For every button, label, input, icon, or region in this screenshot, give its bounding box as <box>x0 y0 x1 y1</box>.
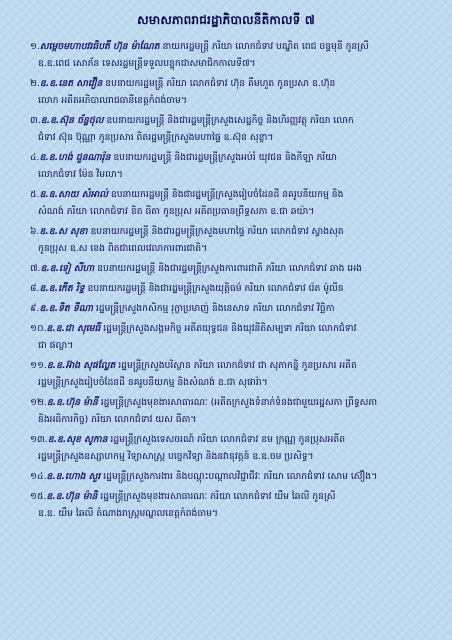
list-item-line <box>30 394 436 411</box>
list-item-number: ៤. <box>30 152 40 163</box>
minister-role: ឧបនាយករដ្ឋមន្ត្រី និងជារដ្ឋមន្ត្រីក្រសួងរៀបចំដែនដី នគរូបនីយកម្ម និង <box>110 189 344 200</box>
minister-name: ឧ.ឧ.អ៊ាង សុផល្លែត <box>46 360 116 371</box>
minister-details: ជំទាវ ស៊ុន ប៊ុណ្ណា កូនប្រសារ ពិតរដ្ឋមន្ត្រីក្រសួងមហាផ្ទៃ ឧ.ស៊ុន សុខ្ខា។ <box>38 132 274 143</box>
minister-name: ឧ.ឧ.ទៀ សីហា <box>40 263 95 274</box>
list-item-line <box>30 112 436 129</box>
cabinet-list <box>30 38 436 525</box>
list-item <box>30 38 436 72</box>
list-item <box>30 431 436 465</box>
minister-details: លោកជំទាវ ម៉ែន វិមលា។ <box>38 169 123 180</box>
minister-details: ជា ផល្លា។ <box>38 340 74 351</box>
list-item-number: ១៤. <box>30 471 47 482</box>
minister-details: រដ្ឋមន្ត្រីក្រសួងឧស្សាហកម្ម វិទ្យាសាស្ត្រ បច្ចេកវិទ្យា និងនវានុវត្តន៍ ឧ.ឧ.ចម ប្រសិទ្ធ។ <box>38 451 314 462</box>
minister-name: ឧ.ឧ.ហ៊ុន ម៉ានិ <box>46 491 98 502</box>
list-item-line <box>30 431 436 448</box>
minister-details: កូនប្រុស ឧ.ស ខេង ពិតជាពេលវេលាការពារជាតិ។ <box>38 243 208 254</box>
minister-name: ឧ.ឧ.ទិត ទីណា <box>39 303 93 314</box>
minister-name: ឧ.ឧ.សាយ សំអាល់ <box>39 189 108 200</box>
minister-role: រដ្ឋមន្ត្រីក្រសួងបរិស្ថាន ភរិយា លោកជំទាវ ជា សុភាកន្និ កូនប្រសារ អតីត <box>118 360 357 371</box>
list-item-number: ១០. <box>30 323 47 334</box>
list-item-number: ៥. <box>30 189 40 200</box>
minister-role: រដ្ឋមន្ត្រីក្រសួងការងារ និងបណ្តុះបណ្តាលវិជ្ជាជីវៈ ភរិយា លោកជំទាវ សោម ស៊ឿង។ <box>103 471 378 482</box>
list-item-number: ២. <box>30 78 40 89</box>
minister-role: រដ្ឋមន្ត្រីក្រសួងមុខងារសាធារណៈ ភរិយា លោកជំទាវ យឹម ឆៃលី កូនស្រី <box>100 491 336 502</box>
list-item <box>30 112 436 146</box>
minister-details: សំណង់ ភរិយា លោកជំទាវ ខិត ធីតា កូនប្រុស អតីតប្រធានព្រឹទ្ធសភា ឧ.ជា ឆយ៉ា។ <box>38 206 315 217</box>
minister-name: សម្តេចមហាបវរធិបតី ហ៊ុន ម៉ាណែត <box>39 41 160 52</box>
list-item-number: ៦. <box>30 226 40 237</box>
list-item <box>30 260 436 277</box>
list-item-line <box>30 468 436 485</box>
list-item-number: ១១. <box>30 360 47 371</box>
minister-name: ឧ.ឧ.ស សុខា <box>39 226 88 237</box>
list-item <box>30 468 436 485</box>
list-item <box>30 186 436 220</box>
list-item-line <box>30 300 436 317</box>
minister-role: នាយករដ្ឋមន្ត្រី ភរិយា លោកជំទាវ បណ្ឌិត ពេជ ចន្ទមុនី កូនស្រី <box>162 41 369 52</box>
minister-name: ឧ.ឧ.ស៊ុន ច័ន្ទថុល <box>40 115 104 126</box>
list-item <box>30 300 436 317</box>
list-item <box>30 357 436 391</box>
list-item-line <box>30 223 436 240</box>
list-item-number: ១៣. <box>30 434 48 445</box>
minister-name: ឧ.ឧ.ជា សុមេធី <box>46 323 101 334</box>
list-item-line <box>30 260 436 277</box>
minister-role: ឧបនាយករដ្ឋមន្ត្រី និងជារដ្ឋមន្ត្រីក្រសួងយុត្តិធម៌ ភរិយា លោកជំទាវ រ៉េត ម៉ូលីន <box>87 283 344 294</box>
minister-name: ឧ.ឧ.ហោង សួរ <box>46 471 101 482</box>
list-item <box>30 149 436 183</box>
list-item-number: ១៥. <box>30 491 47 502</box>
list-item <box>30 394 436 428</box>
list-item <box>30 488 436 522</box>
list-item <box>30 223 436 257</box>
list-item-line <box>30 38 436 55</box>
list-item-number: ៩. <box>30 303 40 314</box>
minister-name: ឧ.ឧ.សុខ សូកាន <box>47 434 108 445</box>
list-item-line <box>30 488 436 505</box>
list-item-line <box>30 149 436 166</box>
list-item-line <box>30 75 436 92</box>
list-item-number: ១. <box>30 41 40 52</box>
minister-role: ឧបនាយករដ្ឋមន្ត្រី និងជារដ្ឋមន្ត្រីក្រសួងការពារជាតិ ភរិយា លោកជំទាវ ឆាង អេង <box>97 263 362 274</box>
minister-details: លោក អតីតអភិបាលរាជធានីខេត្តកំពង់ចាម។ <box>38 95 187 106</box>
minister-details: និងអធិការកិច្ច) ភរិយា លោកជំទាវ យស ធីតា។ <box>38 414 197 425</box>
minister-role: រដ្ឋមន្ត្រីក្រសួងទេសចរណ៍ ភរិយា លោកជំទាវ ខម ក្រណ្ណ កូនប្រុសអតីត <box>110 434 346 445</box>
list-item-number: ៣. <box>30 115 41 126</box>
list-item <box>30 280 436 297</box>
minister-name: ឧ.ឧ.ហង់ ជួនណារ៉ុន <box>39 152 111 163</box>
list-item-line <box>30 320 436 337</box>
minister-name: ឧ.ឧ.ហ៊ុន ម៉ានី <box>46 397 98 408</box>
minister-name: ឧ.ឧ.នេត សាវឿន <box>39 78 103 89</box>
minister-details: ឧ.ឧ.ពេជ សោភ័ន ទេសរដ្ឋមន្ត្រីទទួលបន្ទុកជាសមាជិកកាលទី៧។ <box>38 58 256 69</box>
page-title: សមាសភាពរាជរដ្ឋាភិបាលនីតិកាលទី ៧ <box>137 13 315 27</box>
list-item <box>30 75 436 109</box>
minister-details: ឧ.ឧ. យឹម ឆៃលី តំណាងរាស្ត្រមណ្ឌលខេត្តកំពង់ចាម។ <box>38 508 218 519</box>
minister-role: ឧបនាយករដ្ឋមន្ត្រី និងជារដ្ឋមន្ត្រីក្រសួងអប់រំ យុវជន និងកីឡា ភរិយា <box>113 152 337 163</box>
minister-role: ឧបនាយករដ្ឋមន្ត្រី ភរិយា លោកជំទាវ ហ៊ុន គឹមហួត កូនប្រសា ឧ.ហ៊ុន <box>105 78 336 89</box>
minister-details: រដ្ឋមន្ត្រីក្រសួងរៀបចំដែនដី នគរូបនីយកម្ម និងសំណង់ ឧ.ជា សុផារ៉ា។ <box>38 377 268 388</box>
minister-role: ឧបនាយករដ្ឋមន្ត្រី និងជារដ្ឋមន្ត្រីក្រសួងសេដ្ឋកិច្ច និងហិរញ្ញវត្ថុ ភរិយា លោក <box>106 115 354 126</box>
list-item-number: ៨. <box>30 283 40 294</box>
minister-role: រដ្ឋមន្ត្រីក្រសួងសង្គមកិច្ច អតីតយុទ្ធជន និងយុវនីតិសម្បទា ភរិយា លោកជំទាវ <box>103 323 357 334</box>
list-item-number: ១២. <box>30 397 47 408</box>
minister-name: ឧ.ឧ.កើត រិទ្ធ <box>39 283 85 294</box>
list-item-line <box>30 186 436 203</box>
minister-role: ឧបនាយករដ្ឋមន្ត្រី និងជារដ្ឋមន្ត្រីក្រសួងមហាផ្ទៃ ភរិយា លោកជំទាវ ស្វាងសុត <box>90 226 344 237</box>
list-item-number: ៧. <box>30 263 41 274</box>
minister-role: រដ្ឋមន្ត្រីក្រសួងកសិកម្ម រុក្ខាប្រមាញ់ និងនេសាទ ភរិយា លោកជំទាវ វិច្ឆិកា <box>95 303 335 314</box>
list-item-line <box>30 280 436 297</box>
minister-role: រដ្ឋមន្ត្រីក្រសួងមុខងារសាធារណៈ (អតីតក្រសួងទំនាក់ទំនងជាមួយរដ្ឋសភា ព្រឹទ្ធសភា <box>100 397 378 408</box>
list-item-line <box>30 357 436 374</box>
list-item <box>30 320 436 354</box>
